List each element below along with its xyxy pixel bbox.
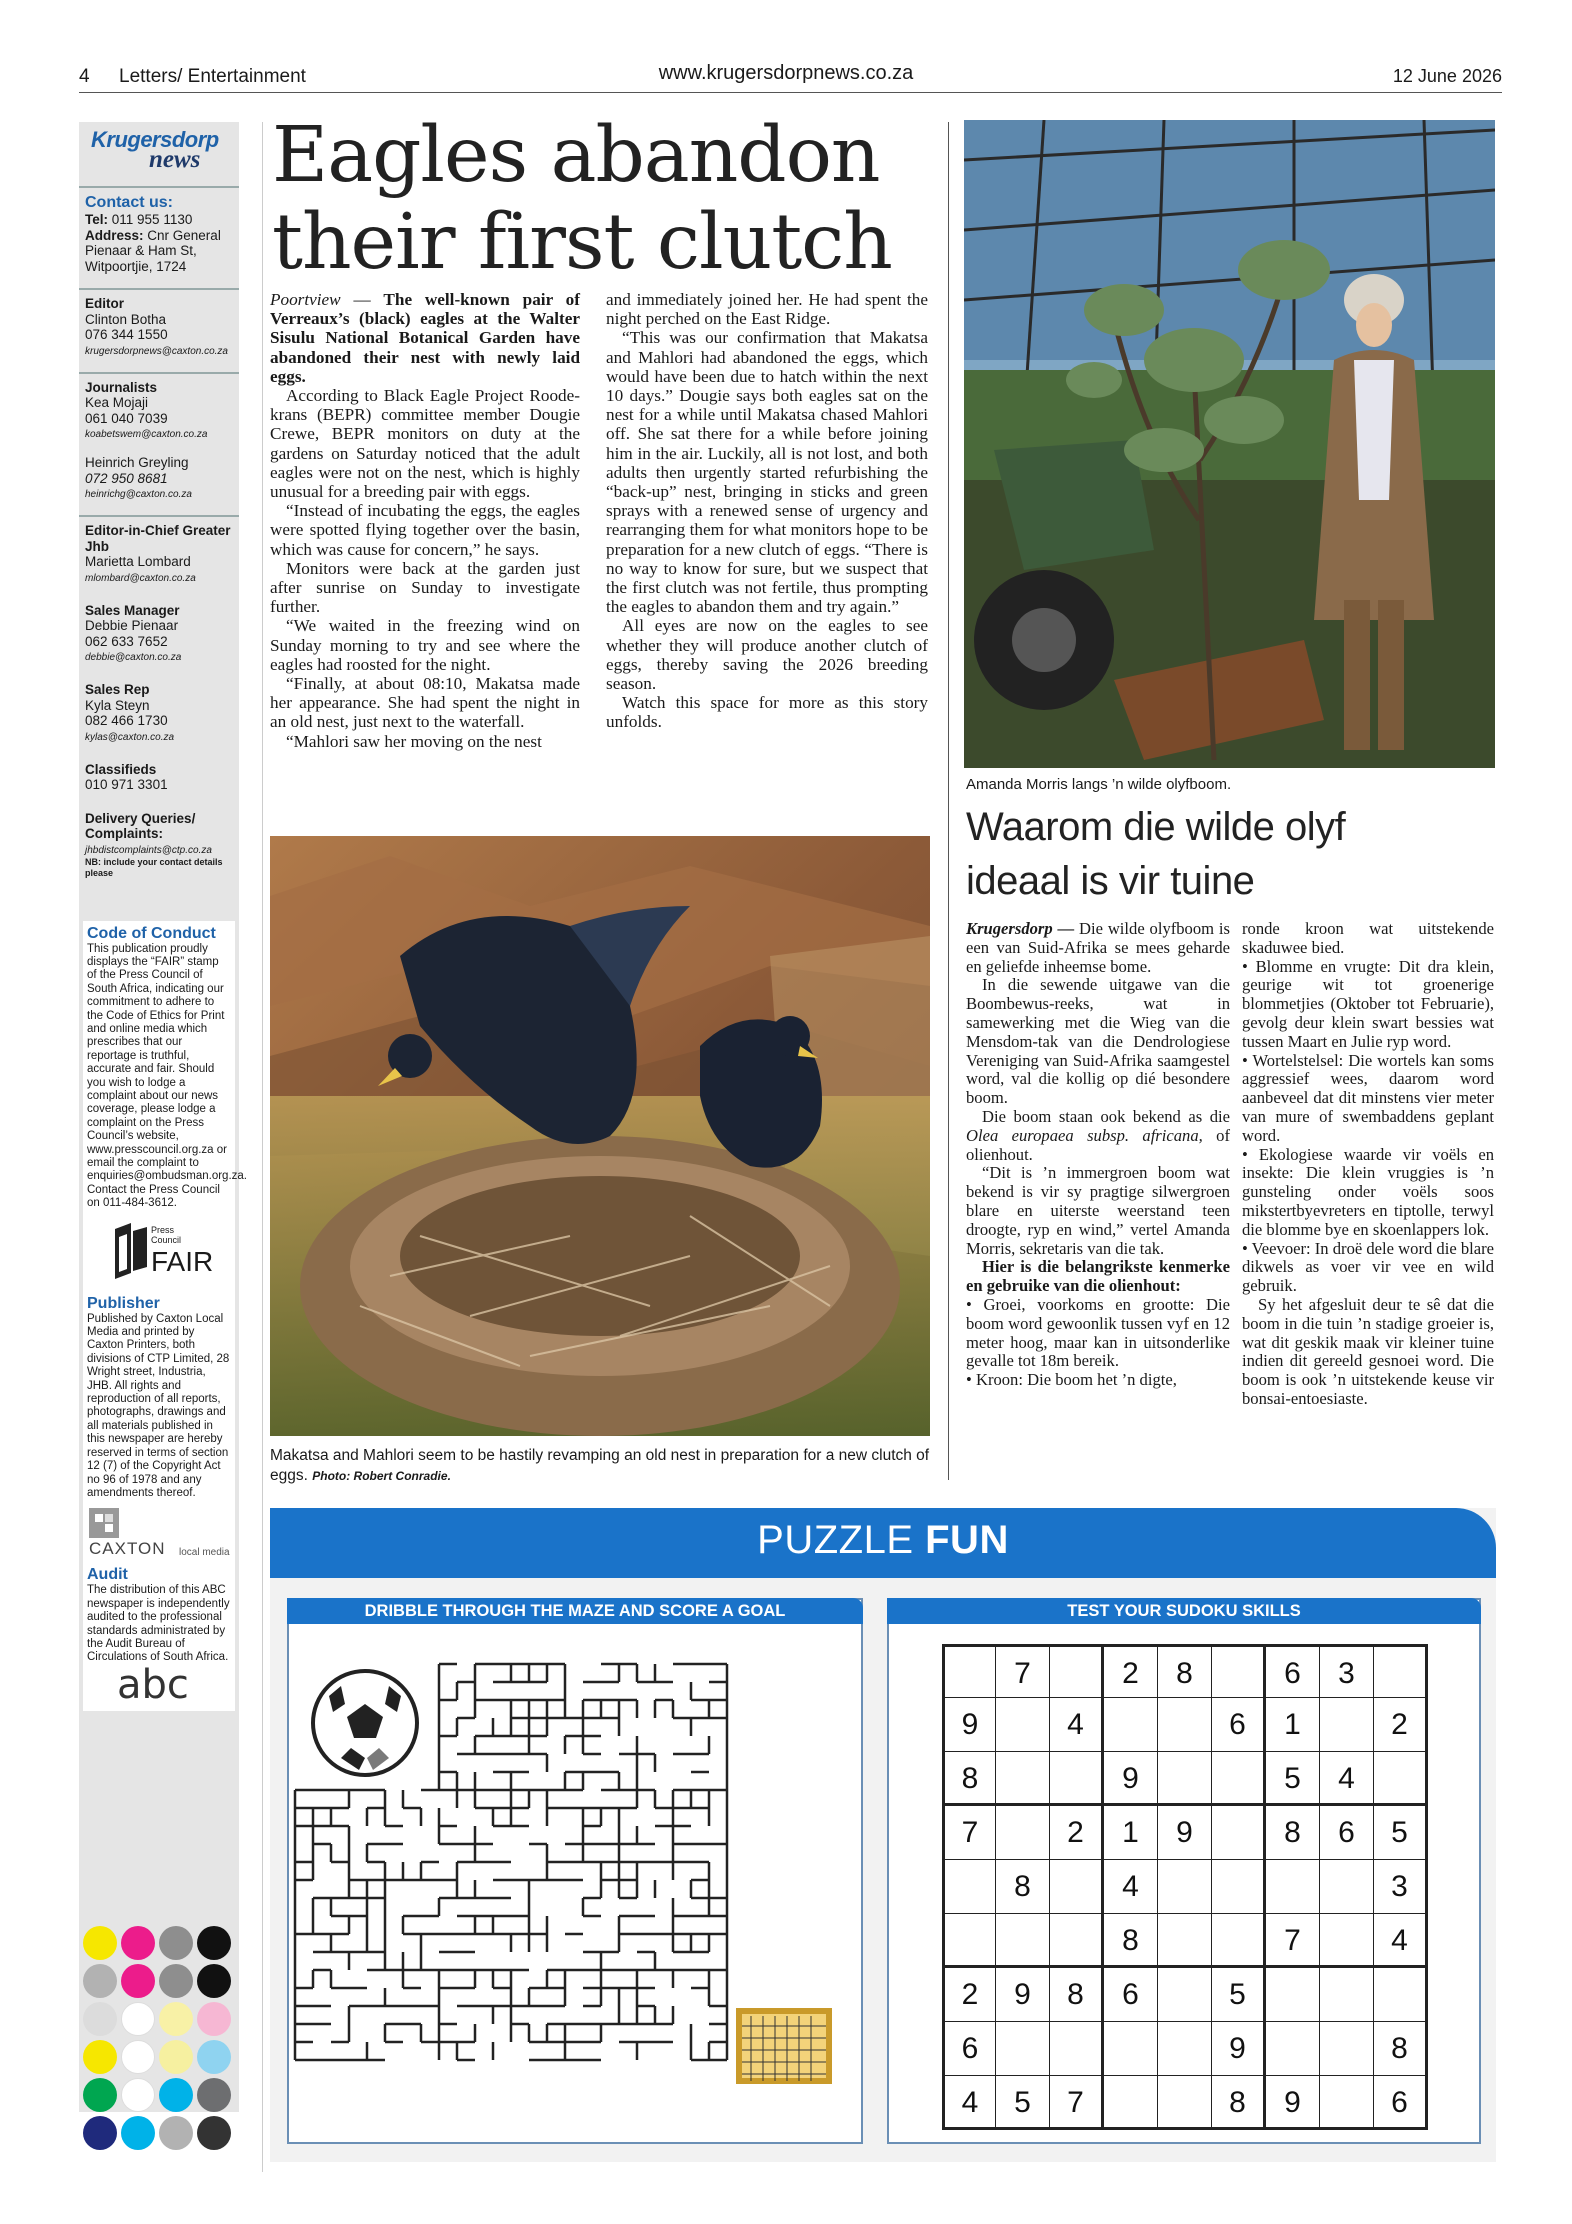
sudoku-cell[interactable] xyxy=(1212,1914,1266,1968)
color-swatch xyxy=(121,2116,155,2150)
tel-label: Tel: xyxy=(85,212,108,227)
page-number: 4 xyxy=(79,66,90,87)
color-swatch xyxy=(83,2040,117,2074)
paragraph: “We waited in the freezing wind on Sunday morning to try and see where the eagles had roosted for the night. xyxy=(270,616,580,674)
color-swatch xyxy=(197,1926,231,1960)
bullet-item: • Wortelstelsel: Die wortels kan soms aggressief wees, daarom word aanbeveel dat dit minstens vier meter van mure of swembaddens geplant word. xyxy=(1242,1050,1494,1145)
sales-manager-email[interactable]: debbie@caxton.co.za xyxy=(85,652,182,663)
headline2-line2: ideaal is vir tuine xyxy=(966,859,1255,903)
article-headline xyxy=(272,112,892,286)
article-column-2 xyxy=(606,290,928,732)
color-swatch xyxy=(159,2078,193,2112)
classifieds-title: Classifieds xyxy=(85,761,157,777)
sudoku-cell[interactable]: 8 xyxy=(1050,1968,1104,2022)
sudoku-cell[interactable]: 6 xyxy=(1320,1806,1374,1860)
paragraph-part: Die boom staan ook bekend as die xyxy=(982,1106,1230,1126)
sudoku-cell[interactable]: 9 xyxy=(1104,1752,1158,1806)
sudoku-cell[interactable]: 6 xyxy=(942,2022,996,2076)
caxton-sub: local media xyxy=(179,1547,230,1559)
logo-bottom-text: news xyxy=(149,146,201,173)
tel-number: 011 955 1130 xyxy=(111,212,193,227)
color-swatch xyxy=(197,2040,231,2074)
eic-name: Marietta Lombard xyxy=(85,554,191,569)
issue-date: 12 June 2026 xyxy=(1392,66,1502,86)
sudoku-cell[interactable]: 9 xyxy=(996,1968,1050,2022)
puzzle-title-bold: FUN xyxy=(925,1518,1009,1562)
article2-column-2 xyxy=(1242,920,1494,1409)
sudoku-cell[interactable] xyxy=(1320,1860,1374,1914)
sudoku-cell[interactable]: 4 xyxy=(1320,1752,1374,1806)
classifieds-phone: 010 971 3301 xyxy=(85,777,168,792)
sudoku-cell[interactable] xyxy=(996,2022,1050,2076)
paragraph-part: of olienhout. xyxy=(966,1125,1230,1164)
sudoku-cell[interactable]: 3 xyxy=(1374,1860,1428,1914)
sudoku-cell[interactable]: 4 xyxy=(1050,1698,1104,1752)
audit-heading: Audit xyxy=(87,1566,128,1584)
sudoku-cell[interactable] xyxy=(1158,1860,1212,1914)
code-heading: Code of Conduct xyxy=(87,924,216,942)
fair-word: FAIR xyxy=(151,1245,214,1277)
sudoku-cell[interactable] xyxy=(942,1644,996,1698)
abc-logo: abc xyxy=(117,1661,189,1708)
color-swatch xyxy=(159,1964,193,1998)
publisher-text: Published by Caxton Local Media and printed by Caxton Printers, both divisions of CTP Limited, 28 Wright street, Industria, JHB. All rights and reproduction of all reports, photographs, drawings and all materials published in this newspaper are hereby reserved in terms of section 12 (7) of the Copyright Act no 96 of 1978 and any amendments thereof. xyxy=(87,1312,230,1499)
classifieds-block xyxy=(85,762,233,793)
sudoku-cell[interactable] xyxy=(1320,1698,1374,1752)
color-swatch xyxy=(197,1964,231,1998)
editor-phone: 076 344 1550 xyxy=(85,327,168,342)
sudoku-cell[interactable]: 6 xyxy=(1374,2076,1428,2130)
sudoku-cell[interactable] xyxy=(1050,1752,1104,1806)
sales-manager-title: Sales Manager xyxy=(85,602,180,618)
sudoku-grid[interactable] xyxy=(942,1644,1428,2130)
sudoku-cell[interactable]: 2 xyxy=(1374,1698,1428,1752)
sales-rep-title: Sales Rep xyxy=(85,682,150,697)
sudoku-cell[interactable]: 9 xyxy=(942,1698,996,1752)
paragraph: Watch this space for more as this story unfolds. xyxy=(606,693,928,732)
color-swatch xyxy=(83,2078,117,2112)
sidebar-rule xyxy=(79,515,239,517)
fair-stamp-icon xyxy=(113,1223,149,1281)
paragraph: In die sewende uitgawe van die Boombewus-reeks, wat in samewerking met die Wieg van die Mensdom-tak van die Dendrologiese Vereniging van Suid-Afrika saamgestel word, val die kollig op dié besondere boom. xyxy=(966,975,1230,1108)
soccer-ball-icon xyxy=(313,1671,417,1775)
headline-line2: their first clutch xyxy=(272,198,892,287)
fair-line1: Press xyxy=(151,1224,175,1235)
sidebar-rule xyxy=(79,372,239,374)
sudoku-cell[interactable] xyxy=(1104,2022,1158,2076)
section-name: Letters/ Entertainment xyxy=(119,66,306,87)
bullet-item: • Kroon: Die boom het ’n digte, xyxy=(966,1370,1177,1390)
paragraph: “Mahlori saw her moving on the nest xyxy=(286,731,542,751)
sales-rep-email[interactable]: kylas@caxton.co.za xyxy=(85,731,175,743)
bullet-item: • Blomme en vrugte: Dit dra klein, geurige wit tot groenerige blommetjies (Oktober tot Februarie), gevolg deur klein swart bessies wat tussen Maart en Julie ryp word. xyxy=(1242,956,1494,1051)
sudoku-cell[interactable]: 8 xyxy=(996,1860,1050,1914)
sudoku-cell[interactable]: 7 xyxy=(942,1806,996,1860)
sudoku-cell[interactable] xyxy=(1320,1914,1374,1968)
sudoku-cell[interactable] xyxy=(1212,1806,1266,1860)
paragraph: “Finally, at about 08:10, Makatsa made her appearance. She had spent the night in an old nest, just next to the waterfall. xyxy=(270,674,580,732)
article-column-1: Poortview — The well-known pair of Verreaux’s (black) eagles at the Walter Sisulu National Botanical Garden have abandoned their nest with newly laid eggs. According to Black Eagle Project Roode-krans (BEPR) committee member Dougie Crewe, BEPR monitors on duty at the gardens on Saturday noticed that the adult eagles were not on the nest, which is highly unusual for a breeding pair with eggs. “Instead of incubating the eggs, the eagles were spotted flying together over the basin, which was cause for concern,” he says. Monitors were back at the garden just after sunrise on Sunday to investigate further. “We waited in the freezing wind on Sunday morning to try and see where the eagles had roosted for the night. “Finally, at about 08:10, Makatsa made her appearance. She had spent the night in an old nest, just next to the waterfall. “Mahlori saw her moving on the nest xyxy=(270,290,580,751)
sales-manager-phone: 062 633 7652 xyxy=(85,633,168,649)
maze-heading: DRIBBLE THROUGH THE MAZE AND SCORE A GOAL xyxy=(287,1598,863,1624)
sudoku-cell[interactable] xyxy=(996,1914,1050,1968)
sudoku-cell[interactable]: 2 xyxy=(1104,1644,1158,1698)
delivery-block xyxy=(85,811,233,879)
sidebar-divider xyxy=(262,122,263,2172)
logo-top-text: Krugersdorp xyxy=(91,127,219,152)
photo-credit: Photo: Robert Conradie. xyxy=(312,1469,451,1483)
sudoku-cell[interactable]: 4 xyxy=(942,2076,996,2130)
journalists-block xyxy=(85,380,233,502)
sudoku-cell[interactable]: 8 xyxy=(1104,1914,1158,1968)
sudoku-cell[interactable]: 2 xyxy=(942,1968,996,2022)
sudoku-cell[interactable]: 5 xyxy=(1212,1968,1266,2022)
address-text: Cnr General Pienaar & Ham St, Witpoortjie, 1724 xyxy=(85,227,221,274)
sidebar-rule xyxy=(79,288,239,290)
goal-net-icon xyxy=(739,2011,829,2081)
olive-photo-caption: Amanda Morris langs ’n wilde olyfboom. xyxy=(966,776,1232,793)
paragraph: Hier is die belangrikste kenmerke en gebruike van die olienhout: xyxy=(966,1257,1230,1296)
audit-text: The distribution of this ABC newspaper is independently audited to the professional standards administrated by the Audit Bureau of Circulations of South Africa. xyxy=(87,1584,230,1664)
article2-headline xyxy=(966,800,1496,908)
sudoku-cell[interactable] xyxy=(1266,1860,1320,1914)
color-swatch xyxy=(197,2002,231,2036)
paragraph: “Dit is ’n immergroen boom wat bekend is vir sy pragtige silwergroen blare en uiterste weerstand teen droogte, ryp en wind,” vertel Amanda Morris, sekretaris van die tak. xyxy=(966,1163,1230,1258)
sudoku-cell[interactable] xyxy=(1320,1968,1374,2022)
journalist-name: Kea Mojaji xyxy=(85,395,149,410)
journalists-title: Journalists xyxy=(85,379,158,395)
sudoku-cell[interactable]: 9 xyxy=(1212,2022,1266,2076)
paragraph: and immediately joined her. He had spent the night perched on the East Ridge. xyxy=(606,290,928,329)
delivery-note: NB: include your contact details please xyxy=(85,856,223,878)
journalist-phone: 061 040 7039 xyxy=(85,410,168,426)
olive-tree-photo xyxy=(964,120,1495,768)
sudoku-cell[interactable] xyxy=(1212,1752,1266,1806)
press-council-fair-logo xyxy=(87,1211,231,1293)
delivery-email[interactable]: jhbdistcomplaints@ctp.co.za xyxy=(85,844,212,856)
sudoku-cell[interactable] xyxy=(1050,1914,1104,1968)
sudoku-cell[interactable] xyxy=(1266,1968,1320,2022)
puzzle-title xyxy=(270,1518,1496,1563)
sudoku-cell[interactable]: 1 xyxy=(1104,1806,1158,1860)
color-swatch xyxy=(121,2040,155,2074)
sudoku-cell[interactable]: 3 xyxy=(1320,1644,1374,1698)
editor-title: Editor xyxy=(85,296,124,311)
sudoku-cell[interactable] xyxy=(1158,2022,1212,2076)
bullet-item: • Veevoer: In droë dele word die blare dikwels as voer vir vee en wild gebruik. xyxy=(1242,1238,1495,1296)
color-swatch xyxy=(83,1964,117,1998)
headline2-line1: Waarom die wilde olyf xyxy=(966,805,1346,849)
journalist-name: Heinrich Greyling xyxy=(85,455,189,470)
dateline: Poortview xyxy=(270,290,341,309)
sudoku-cell[interactable]: 6 xyxy=(1104,1968,1158,2022)
bullet-item: • Groei, voorkoms en grootte: Die boom word gewoonlik tussen vyf en 12 meter hoog, maar kan in uitsonderlike gevalle tot 18m bereik. xyxy=(966,1294,1230,1371)
sudoku-cell[interactable]: 7 xyxy=(1050,2076,1104,2130)
paragraph: Monitors were back at the garden just after sunrise on Sunday to investigate further. xyxy=(270,558,580,617)
sudoku-cell[interactable]: 7 xyxy=(996,1644,1050,1698)
bullet-item: • Ekologiese waarde vir voëls en insekte: Die klein vruggies is ’n gunsteling onder voëls soos mikstertbyevreters en tiptolle, terwyl die blomme bye en skoenlappers lok. xyxy=(1242,1144,1494,1239)
paragraph xyxy=(966,1108,1230,1164)
delivery-title: Delivery Queries/ Complaints: xyxy=(85,810,196,841)
sudoku-cell[interactable]: 8 xyxy=(1212,2076,1266,2130)
editor-block xyxy=(85,296,233,358)
site-url[interactable]: www.krugersdorpnews.co.za xyxy=(658,62,914,84)
sudoku-cell[interactable] xyxy=(1050,1644,1104,1698)
color-swatch xyxy=(121,1926,155,1960)
sudoku-cell[interactable] xyxy=(942,1914,996,1968)
sudoku-cell[interactable]: 8 xyxy=(1158,1644,1212,1698)
bullet-item: ronde kroon wat uitstekende skaduwee bied. xyxy=(1242,919,1494,957)
journalist-email[interactable]: koabetswem@caxton.co.za xyxy=(85,429,208,440)
editor-email[interactable]: krugersdorpnews@caxton.co.za xyxy=(85,345,228,357)
sudoku-cell[interactable] xyxy=(996,1752,1050,1806)
eic-email[interactable]: mlombard@caxton.co.za xyxy=(85,572,196,584)
sudoku-cell[interactable] xyxy=(1158,1914,1212,1968)
sudoku-cell[interactable] xyxy=(1104,2076,1158,2130)
sudoku-cell[interactable] xyxy=(1158,1968,1212,2022)
article-lead: The well-known pair of Verreaux’s (black) eagles at the Walter Sisulu National Botanical Garden have abandoned their nest with newly laid eggs. xyxy=(270,290,580,386)
code-of-conduct-block xyxy=(83,921,247,1711)
sudoku-cell[interactable] xyxy=(1320,2022,1374,2076)
sales-manager-name: Debbie Pienaar xyxy=(85,618,179,633)
sidebar-rule xyxy=(79,186,239,188)
sudoku-cell[interactable]: 5 xyxy=(1266,1752,1320,1806)
eagle-photo-caption xyxy=(270,1446,930,1486)
sudoku-cell[interactable] xyxy=(1212,1860,1266,1914)
paragraph: According to Black Eagle Project Roode-krans (BEPR) committee member Dougie Crewe, BEPR monitors on duty at the gardens on Saturday noticed that the adult eagles were not on the nest, which is highly unusual for a breeding pair with eggs. xyxy=(270,386,580,502)
sudoku-cell[interactable]: 4 xyxy=(1374,1914,1428,1968)
sudoku-cell[interactable] xyxy=(1374,1752,1428,1806)
caxton-word: CAXTON xyxy=(89,1539,166,1559)
paragraph: “This was our confirmation that Makatsa and Mahlori had abandoned the eggs, which would have been due to hatch within the next 10 days.” Dougie says both eagles sat on the nest for a while until Makatsa chased Mahlori off. She sat there for a while before joining him in the air. Luckily, all is not lost, and both adults then urgently started refurbishing the “back-up” nest, bringing in sticks and green sprays with a renewed sense of urgency and rearranging them for what monitors hope to be preparation for a new clutch of eggs. “There is no way to know for sure, but we suspect that the first clutch was not fertile, thus prompting the eagles to abandon them and try again.” xyxy=(606,328,928,617)
sales-rep-block xyxy=(85,682,233,744)
color-swatch xyxy=(83,2002,117,2036)
sudoku-cell[interactable] xyxy=(1158,1698,1212,1752)
sudoku-cell[interactable] xyxy=(1050,1860,1104,1914)
sudoku-cell[interactable] xyxy=(1158,2076,1212,2130)
sudoku-cell[interactable] xyxy=(1212,1644,1266,1698)
eagle-photo-illustration xyxy=(270,836,930,1436)
sudoku-cell[interactable] xyxy=(1320,2076,1374,2130)
color-swatch xyxy=(159,2116,193,2150)
sudoku-cell[interactable]: 1 xyxy=(1266,1698,1320,1752)
color-swatch xyxy=(159,1926,193,1960)
sudoku-cell[interactable]: 9 xyxy=(1266,2076,1320,2130)
sudoku-cell[interactable]: 6 xyxy=(1266,1644,1320,1698)
color-swatch xyxy=(197,2116,231,2150)
journalist-email[interactable]: heinrichg@caxton.co.za xyxy=(85,489,192,500)
color-swatch xyxy=(121,2078,155,2112)
journalist-phone: 072 950 8681 xyxy=(85,470,168,486)
sales-rep-phone: 082 466 1730 xyxy=(85,713,168,728)
sales-rep-name: Kyla Steyn xyxy=(85,697,150,713)
color-swatch xyxy=(121,2002,155,2036)
sudoku-cell[interactable] xyxy=(942,1860,996,1914)
color-swatch xyxy=(121,1964,155,1998)
caption-text: Makatsa and Mahlori seem to be hastily revamping an old nest in preparation for a new clutch of eggs. xyxy=(270,1447,930,1484)
publisher-heading: Publisher xyxy=(87,1294,160,1312)
color-swatch xyxy=(159,2040,193,2074)
sudoku-cell[interactable]: 6 xyxy=(1212,1698,1266,1752)
sudoku-cell[interactable] xyxy=(1374,1968,1428,2022)
column-divider xyxy=(948,122,949,1480)
code-text: This publication proudly displays the “FAIR” stamp of the Press Council of South Africa, indicating our commitment to adhere to the Code of Ethics for Print and online media which prescribes that our reportage is truthful, accurate and fair. Should you wish to lodge a complaint about our news coverage, please lodge a complaint on the Press Council’s website, www.presscouncil.org.za or email the complaint to enquiries@ombudsman.org.za. Contact the Press Council on 011-484-3612. xyxy=(87,942,247,1210)
eagle-nest-photo xyxy=(270,836,930,1436)
contact-heading: Contact us: xyxy=(85,194,173,211)
newspaper-logo xyxy=(85,122,233,180)
article2-lead: Die wilde olyfboom is een van Suid-Afrika se mees geharde en geliefde inheemse bome. xyxy=(966,919,1230,976)
puzzle-title-light: PUZZLE xyxy=(757,1518,914,1562)
sales-manager-block xyxy=(85,603,233,665)
sudoku-cell[interactable] xyxy=(1050,2022,1104,2076)
fair-line2: Council xyxy=(151,1234,182,1245)
editor-name: Clinton Botha xyxy=(85,311,167,327)
scientific-name: Olea europaea subsp. africana, xyxy=(966,1125,1203,1145)
sudoku-cell[interactable]: 5 xyxy=(996,2076,1050,2130)
color-swatch xyxy=(83,1926,117,1960)
paragraph: All eyes are now on the eagles to see whether they will produce another clutch of eggs, thereby saving the 2026 breeding season. xyxy=(606,616,928,694)
olive-photo-illustration xyxy=(964,120,1495,768)
address-label: Address: xyxy=(85,227,144,243)
sudoku-cell[interactable]: 7 xyxy=(1266,1914,1320,1968)
paragraph: Sy het afgesluit deur te sê dat die boom in die tuin ’n stadige groeier is, wat dit geskik maak vir kleiner tuine indien dit gereeld gesnoei word. Die boom is ook ’n uitstekende keuse vir bonsai-entoesiaste. xyxy=(1242,1294,1494,1408)
headline-line1: Eagles abandon xyxy=(272,111,880,200)
maze-graphic[interactable] xyxy=(289,1626,861,2142)
sudoku-cell[interactable] xyxy=(996,1806,1050,1860)
article2-column-1: Krugersdorp — Die wilde olyfboom is een van Suid-Afrika se mees geharde en geliefde inheemse bome. In die sewende uitgawe van die Boombewus-reeks, wat in samewerking met die Wieg van die Mensdom-tak van die Dendrologiese Vereniging van Suid-Afrika saamgestel word, val die kollig op dié besondere boom. Die boom staan ook bekend as die Olea europaea subsp. africana, of olienhout. “Dit is ’n immergroen boom wat bekend is vir sy pragtige silwergroen blare en uiterste weerstand teen droogte, ryp en wind,” vertel Amanda Morris, sekretaris van die tak. Hier is die belangrikste kenmerke en gebruike van die olienhout: • Groei, voorkoms en grootte: Die boom word gewoonlik tussen vyf en 12 meter hoog, maar kan in uitsonderlike gevalle tot 18m bereik. • Kroon: Die boom het ’n digte, xyxy=(966,919,1230,1390)
sudoku-heading: TEST YOUR SUDOKU SKILLS xyxy=(887,1598,1481,1624)
sudoku-cell[interactable] xyxy=(1104,1698,1158,1752)
sudoku-cell[interactable]: 8 xyxy=(1266,1806,1320,1860)
sudoku-cell[interactable]: 5 xyxy=(1374,1806,1428,1860)
sudoku-cell[interactable] xyxy=(996,1698,1050,1752)
contact-block xyxy=(85,194,233,274)
sudoku-cell[interactable] xyxy=(1266,2022,1320,2076)
masthead-sidebar xyxy=(79,122,247,2112)
caxton-mark-icon xyxy=(89,1508,119,1538)
sudoku-cell[interactable]: 4 xyxy=(1104,1860,1158,1914)
eic-title: Editor-in-Chief Greater Jhb xyxy=(85,523,231,554)
color-swatch xyxy=(159,2002,193,2036)
sudoku-cell[interactable] xyxy=(1158,1752,1212,1806)
caxton-logo xyxy=(87,1500,231,1564)
dateline: Krugersdorp xyxy=(966,919,1053,938)
sudoku-cell[interactable]: 2 xyxy=(1050,1806,1104,1860)
paragraph: “Instead of incubating the eggs, the eagles were spotted flying together over the basin, which was cause for concern,” he says. xyxy=(270,501,580,559)
color-swatch xyxy=(197,2078,231,2112)
eic-block xyxy=(85,523,233,585)
sudoku-cell[interactable] xyxy=(1374,1644,1428,1698)
header-rule xyxy=(79,92,1502,93)
sudoku-cell[interactable]: 8 xyxy=(1374,2022,1428,2076)
sudoku-cell[interactable]: 9 xyxy=(1158,1806,1212,1860)
color-swatch xyxy=(83,2116,117,2150)
sudoku-cell[interactable]: 8 xyxy=(942,1752,996,1806)
